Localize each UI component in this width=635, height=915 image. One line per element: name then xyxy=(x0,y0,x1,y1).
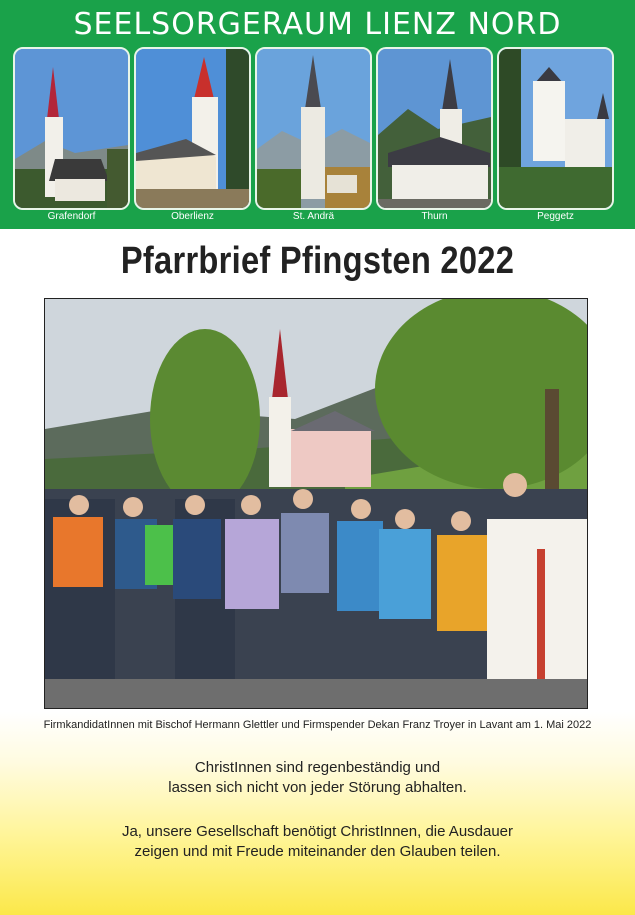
church-photo-oberlienz xyxy=(134,47,251,210)
header-title: SEELSORGERAUM LIENZ NORD xyxy=(73,7,562,42)
church-label-st-andrae: St. Andrä xyxy=(292,211,335,222)
group-photo-illustration xyxy=(45,299,587,708)
church-label-thurn: Thurn xyxy=(421,211,448,222)
church-illustration xyxy=(378,49,491,208)
church-illustration xyxy=(136,49,249,208)
photo-caption: FirmkandidatInnen mit Bischof Hermann Glettler und Firmspender Dekan Franz Troyer in Lavant am 1. Mai 2022 xyxy=(43,719,592,731)
message-paragraph-2 xyxy=(0,822,635,862)
church-label-oberlienz: Oberlienz xyxy=(171,211,214,222)
church-illustration xyxy=(499,49,612,208)
church-label-grafendorf: Grafendorf xyxy=(47,211,96,222)
church-photo-grafendorf xyxy=(13,47,130,210)
church-illustration xyxy=(15,49,128,208)
message-paragraph-1 xyxy=(0,758,635,798)
church-photo-thurn xyxy=(376,47,493,210)
message-line: lassen sich nicht von jeder Störung abhalten. xyxy=(168,779,467,796)
message-line: zeigen und mit Freude miteinander den Glauben teilen. xyxy=(134,843,501,860)
page-title: Pfarrbrief Pfingsten 2022 xyxy=(120,240,515,282)
church-illustration xyxy=(257,49,370,208)
church-photo-peggetz xyxy=(497,47,614,210)
church-label-peggetz: Peggetz xyxy=(537,211,574,222)
message-line: Ja, unsere Gesellschaft benötigt ChristInnen, die Ausdauer xyxy=(121,823,514,840)
group-photo xyxy=(44,298,588,709)
bottom-gradient-band xyxy=(0,712,635,915)
church-photo-st-andrae xyxy=(255,47,372,210)
message-line: ChristInnen sind regenbeständig und xyxy=(194,759,441,776)
